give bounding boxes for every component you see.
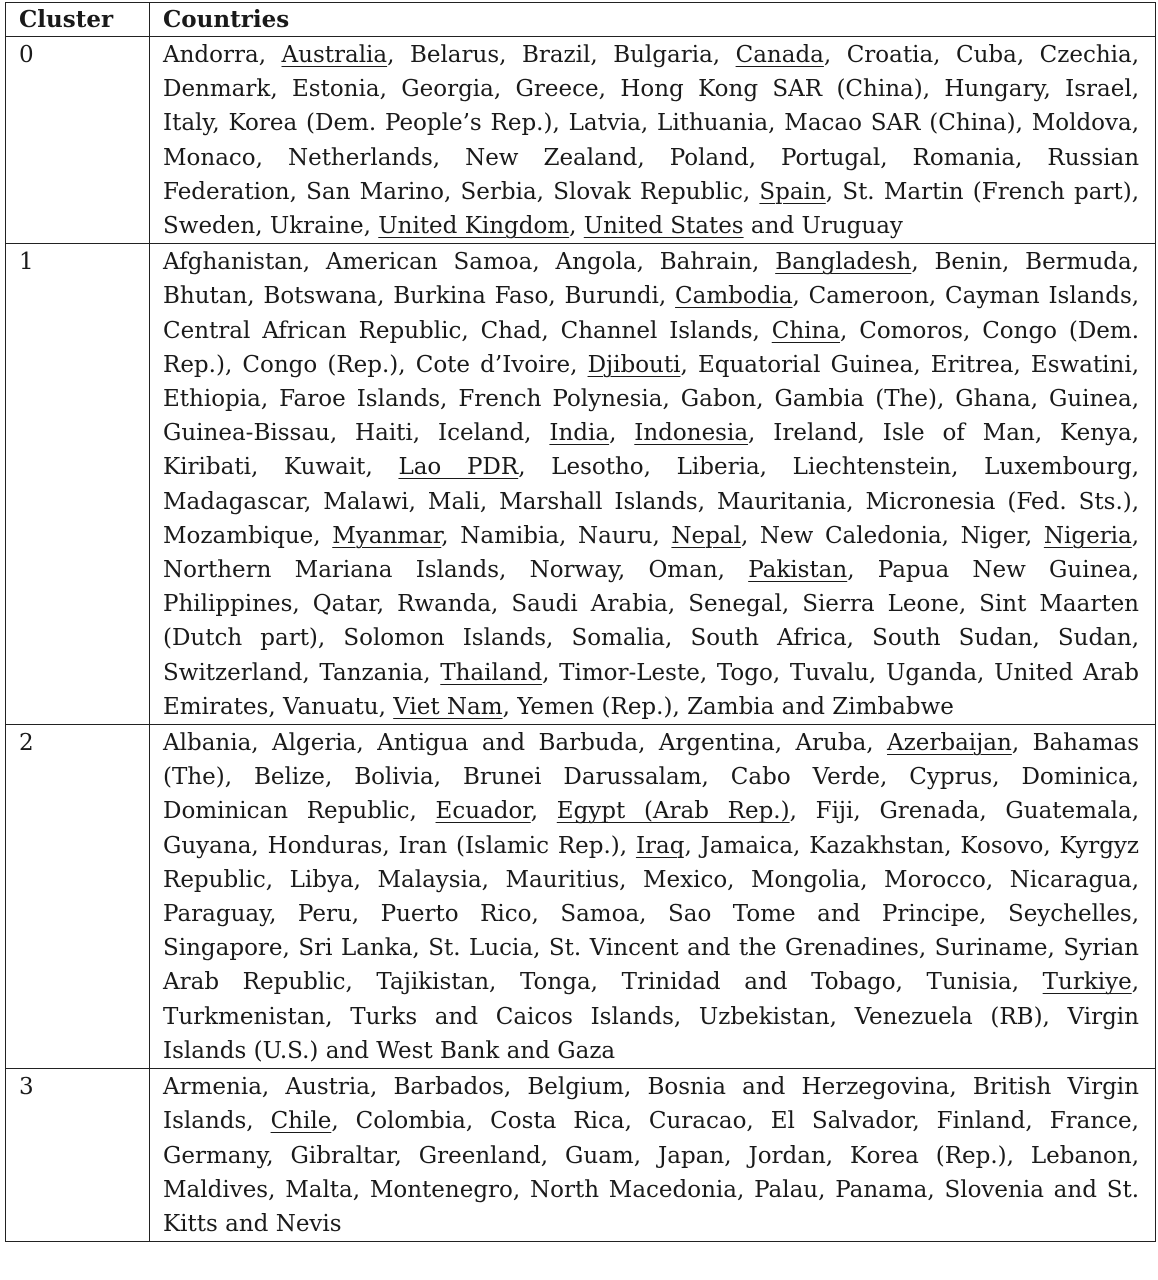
country-name: Albania (163, 730, 252, 757)
table-row (6, 725, 1156, 1069)
country-name: North Macedonia (529, 1176, 737, 1203)
country-name: Turkmenistan (163, 1003, 326, 1030)
country-name: Papua New Guinea (877, 557, 1132, 584)
country-name: Samoa (560, 901, 640, 928)
country-name: Nauru (577, 522, 653, 549)
country-name: Turks and Caicos Islands (350, 1003, 674, 1030)
country-name: United Kingdom (378, 213, 570, 240)
country-name: Somalia (571, 625, 666, 652)
country-name: Rwanda (397, 591, 492, 618)
country-name: Qatar (312, 591, 377, 618)
country-name: Botswana (263, 283, 378, 310)
country-name: Haiti (355, 420, 413, 447)
country-name: Uruguay (801, 213, 903, 240)
country-name: Faroe Islands (279, 386, 441, 413)
country-name: Hong Kong SAR (China) (620, 76, 923, 103)
country-name: Macao SAR (China) (784, 110, 1016, 137)
country-name: Morocco (884, 866, 986, 893)
country-name: Norway (529, 557, 618, 584)
table-body (6, 37, 1156, 1242)
country-name: Bangladesh (775, 249, 912, 276)
country-name: Indonesia (634, 420, 749, 447)
country-name: Brazil (521, 42, 591, 68)
country-name: Gibraltar (290, 1142, 395, 1169)
country-name: Guinea-Bissau (163, 420, 330, 447)
country-name: Nigeria (1043, 522, 1132, 549)
country-name: Greenland (418, 1142, 541, 1169)
country-name: Bhutan (163, 283, 248, 310)
country-name: Curacao (648, 1108, 747, 1135)
country-name: British Virgin Islands (163, 1074, 1139, 1135)
country-name: Solomon Islands (343, 625, 547, 652)
country-name: Bulgaria (613, 42, 713, 68)
country-name: San Marino (306, 178, 444, 205)
country-name: Netherlands (287, 144, 433, 171)
country-name: Chile (270, 1108, 332, 1135)
country-name: Iran (Islamic Rep.) (398, 832, 620, 859)
country-name: Canada (735, 42, 824, 68)
country-name: Guinea (1049, 386, 1132, 413)
country-name: Suriname (934, 935, 1048, 962)
country-name: Tanzania (319, 659, 424, 686)
country-name: Mexico (642, 866, 728, 893)
country-name: Liechtenstein (792, 454, 952, 481)
country-name: Ethiopia (163, 386, 261, 413)
country-name: India (549, 420, 610, 447)
country-name: Tuvalu (789, 659, 869, 686)
country-name: Croatia (846, 42, 934, 68)
country-name: Maldives (163, 1176, 269, 1203)
country-name: Panama (835, 1176, 928, 1203)
country-name: Northern Mariana Islands (163, 557, 500, 584)
country-name: Benin (934, 249, 1003, 276)
country-name: Malaysia (377, 866, 482, 893)
country-name: Togo (716, 659, 773, 686)
country-name: French Polynesia (458, 386, 663, 413)
country-name: Andorra (163, 42, 259, 68)
country-name: Madagascar (163, 488, 304, 515)
country-name: Congo (Dem. Rep.) (163, 317, 1140, 378)
country-name: Cambodia (675, 283, 793, 310)
country-name: South Africa (690, 625, 847, 652)
cluster-id: 3 (6, 1069, 150, 1242)
country-name: New Caledonia (759, 522, 942, 549)
country-name: Nicaragua (1009, 866, 1132, 893)
country-name: Armenia (163, 1074, 262, 1101)
country-name: Viet Nam (393, 693, 503, 720)
country-name: Yemen (Rep.) (517, 693, 673, 720)
country-name: Bosnia and Herzegovina (647, 1074, 950, 1101)
country-name: Algeria (272, 730, 357, 757)
country-name: Egypt (Arab Rep.) (556, 798, 790, 825)
country-name: Greece (515, 76, 599, 103)
country-name: Malta (285, 1176, 353, 1203)
country-name: Romania (912, 144, 1016, 171)
country-name: Virgin Islands (U.S.) (163, 1003, 1139, 1064)
country-name: Uganda (885, 659, 978, 686)
country-name: Syrian Arab Republic (163, 935, 1139, 996)
country-name: France (1049, 1108, 1132, 1135)
country-name: Monaco (163, 144, 256, 171)
country-name: Cote d’Ivoire (415, 351, 571, 378)
country-name: St. Kitts and Nevis (163, 1176, 1140, 1237)
country-name: Libya (289, 866, 354, 893)
country-name: Serbia (460, 178, 537, 205)
country-name: Bahamas (The) (163, 730, 1140, 791)
country-name: Marshall Islands (499, 488, 698, 515)
country-name: Kiribati (163, 454, 251, 481)
country-name: Grenada (879, 798, 980, 825)
country-name: Peru (297, 901, 352, 928)
country-name: Jamaica (700, 832, 794, 859)
country-name: Eswatini (1030, 351, 1132, 378)
country-name: Finland (936, 1108, 1026, 1135)
country-list: Armenia, Austria, Barbados, Belgium, Bosnia and Herzegovina, British Virgin Islands, Chile, Colombia, Costa Rica, Curacao, El Salvador, Finland, France, Germany, Gibraltar, Greenland, Guam, Japan, Jordan, Korea (Rep.), Lebanon, Maldives, Malta, Montenegro, North Macedonia, Palau, Panama, Slovenia and St. Kitts and Nevis (150, 1069, 1156, 1242)
country-name: Palau (754, 1176, 819, 1203)
country-name: Jordan (748, 1142, 826, 1169)
country-name: Kyrgyz Republic (163, 832, 1140, 893)
country-name: Belgium (527, 1074, 624, 1101)
country-name: El Salvador (770, 1108, 913, 1135)
country-name: South Sudan (872, 625, 1033, 652)
country-name: Ghana (955, 386, 1031, 413)
country-name: Senegal (688, 591, 782, 618)
country-name: Bahrain (659, 249, 753, 276)
country-name: Mali (427, 488, 480, 515)
country-name: Kuwait (283, 454, 366, 481)
country-name: Tunisia (926, 969, 1012, 996)
country-name: Korea (Dem. People’s Rep.) (228, 110, 553, 137)
country-name: Liberia (676, 454, 760, 481)
country-name: Cabo Verde (730, 764, 881, 791)
country-name: Comoros (859, 317, 963, 344)
country-name: Sierra Leone (802, 591, 959, 618)
country-list: Albania, Algeria, Antigua and Barbuda, Argentina, Aruba, Azerbaijan, Bahamas (The), Belize, Bolivia, Brunei Darussalam, Cabo Verde, Cyprus, Dominica, Dominican Republic, Ecuador, Egypt (Arab Rep.), Fiji, Grenada, Guatemala, Guyana, Honduras, Iran (Islamic Rep.), Iraq, Jamaica, Kazakhstan, Kosovo, Kyrgyz Republic, Libya, Malaysia, Mauritius, Mexico, Mongolia, Morocco, Nicaragua, Paraguay, Peru, Puerto Rico, Samoa, Sao Tome and Principe, Seychelles, Singapore, Sri Lanka, St. Lucia, St. Vincent and the Grenadines, Suriname, Syrian Arab Republic, Tajikistan, Tonga, Trinidad and Tobago, Tunisia, Turkiye, Turkmenistan, Turks and Caicos Islands, Uzbekistan, Venezuela (RB), Virgin Islands (U.S.) and West Bank and Gaza (150, 725, 1156, 1069)
country-name: Zimbabwe (832, 693, 954, 720)
country-name: Kazakhstan (809, 832, 945, 859)
country-name: Mauritania (716, 488, 847, 515)
country-name: Estonia (292, 76, 380, 103)
country-name: Channel Islands (560, 317, 753, 344)
country-name: Burundi (564, 283, 659, 310)
country-name: Micronesia (Fed. Sts.) (865, 488, 1132, 515)
country-name: Uzbekistan (698, 1003, 830, 1030)
country-name: Namibia (460, 522, 560, 549)
country-name: Slovenia (944, 1176, 1044, 1203)
country-name: Nepal (671, 522, 741, 549)
country-name: Turkiye (1042, 969, 1132, 996)
table-header (6, 3, 1156, 37)
country-name: Mongolia (750, 866, 861, 893)
cluster-id: 2 (6, 725, 150, 1069)
country-name: Djibouti (587, 351, 681, 378)
country-name: Sri Lanka (298, 935, 413, 962)
country-name: Ukraine (269, 213, 364, 240)
header-cluster: Cluster (6, 3, 150, 37)
country-name: Trinidad and Tobago (621, 969, 896, 996)
country-name: China (771, 317, 841, 344)
country-name: Paraguay (163, 901, 270, 928)
country-name: Ecuador (435, 798, 531, 825)
country-name: Georgia (401, 76, 494, 103)
country-name: Iraq (635, 832, 685, 859)
country-name: Belize (253, 764, 325, 791)
country-name: Dominican Republic (163, 798, 410, 825)
cluster-countries-table (5, 2, 1156, 1242)
country-name: St. Vincent and the Grenadines (548, 935, 919, 962)
country-name: Tajikistan (376, 969, 490, 996)
country-name: Seychelles (1007, 901, 1132, 928)
cluster-id: 0 (6, 37, 150, 244)
country-name: Burkina Faso (393, 283, 549, 310)
country-name: Kosovo (960, 832, 1044, 859)
country-name: Poland (669, 144, 749, 171)
country-name: Bermuda (1025, 249, 1132, 276)
country-name: Barbados (393, 1074, 504, 1101)
country-name: Austria (285, 1074, 370, 1101)
header-countries: Countries (150, 3, 1156, 37)
country-name: Cyprus (909, 764, 993, 791)
country-name: Latvia (568, 110, 641, 137)
country-name: Sao Tome and Principe (667, 901, 980, 928)
country-name: American Samoa (325, 249, 533, 276)
country-name: Slovak Republic (553, 178, 743, 205)
country-name: Philippines (163, 591, 293, 618)
country-name: Chad (480, 317, 542, 344)
country-name: Azerbaijan (887, 730, 1012, 757)
country-name: Myanmar (332, 522, 442, 549)
country-name: Angola (555, 249, 637, 276)
country-name: Spain (759, 178, 826, 205)
country-name: Costa Rica (490, 1108, 625, 1135)
country-name: Thailand (440, 659, 543, 686)
country-name: Singapore (163, 935, 283, 962)
country-name: Malawi (323, 488, 409, 515)
country-name: Mauritius (505, 866, 620, 893)
country-name: Pakistan (748, 557, 848, 584)
country-name: Puerto Rico (380, 901, 532, 928)
country-name: Guyana (163, 832, 252, 859)
country-name: Lithuania (657, 110, 769, 137)
country-name: New Zealand (465, 144, 638, 171)
country-list: Andorra, Australia, Belarus, Brazil, Bulgaria, Canada, Croatia, Cuba, Czechia, Denmark, Estonia, Georgia, Greece, Hong Kong SAR (China), Hungary, Israel, Italy, Korea (Dem. People’s Rep.), Latvia, Lithuania, Macao SAR (China), Moldova, Monaco, Netherlands, New Zealand, Poland, Portugal, Romania, Russian Federation, San Marino, Serbia, Slovak Republic, Spain, St. Martin (French part), Sweden, Ukraine, United Kingdom, United States and Uruguay (150, 37, 1156, 244)
country-name: Hungary (944, 76, 1044, 103)
table-row (6, 1069, 1156, 1242)
country-name: Japan (658, 1142, 725, 1169)
country-name: Cuba (955, 42, 1017, 68)
country-name: Colombia (355, 1108, 466, 1135)
country-name: Isle of Man (882, 420, 1035, 447)
table-row (6, 244, 1156, 725)
country-name: Lao PDR (398, 454, 519, 481)
country-name: Oman (648, 557, 718, 584)
country-name: Montenegro (369, 1176, 513, 1203)
country-name: Australia (281, 42, 388, 68)
country-name: Kenya (1060, 420, 1132, 447)
country-name: Aruba (795, 730, 867, 757)
country-name: Cayman Islands (945, 283, 1132, 310)
country-name: Niger (960, 522, 1025, 549)
country-name: Sweden (163, 213, 256, 240)
country-name: Afghanistan (163, 249, 303, 276)
country-name: Venezuela (RB) (854, 1003, 1043, 1030)
country-name: Gambia (The) (774, 386, 937, 413)
country-name: Iceland (437, 420, 525, 447)
country-name: Vanuatu (282, 693, 379, 720)
country-name: Germany (163, 1142, 267, 1169)
country-name: Korea (Rep.) (850, 1142, 1007, 1169)
country-name: Fiji (815, 798, 854, 825)
country-name: Denmark (163, 76, 271, 103)
country-name: Eritrea (930, 351, 1014, 378)
country-name: Israel (1065, 76, 1132, 103)
country-name: Sudan (1057, 625, 1132, 652)
country-name: Belarus (409, 42, 500, 68)
country-name: Gabon (680, 386, 757, 413)
country-name: Antigua and Barbuda (377, 730, 639, 757)
country-name: Brunei Darussalam (462, 764, 702, 791)
country-name: Saudi Arabia (511, 591, 668, 618)
cluster-id: 1 (6, 244, 150, 725)
country-name: Guatemala (1005, 798, 1132, 825)
country-name: Zambia (687, 693, 775, 720)
country-name: Central African Republic (163, 317, 462, 344)
country-name: West Bank and Gaza (376, 1037, 616, 1064)
country-name: Lebanon (1030, 1142, 1132, 1169)
country-name: Timor-Leste (559, 659, 700, 686)
country-name: St. Martin (French part) (842, 178, 1132, 205)
header-row (6, 3, 1156, 37)
country-list: Afghanistan, American Samoa, Angola, Bahrain, Bangladesh, Benin, Bermuda, Bhutan, Botswana, Burkina Faso, Burundi, Cambodia, Cameroon, Cayman Islands, Central African Republic, Chad, Channel Islands, China, Comoros, Congo (Dem. Rep.), Congo (Rep.), Cote d’Ivoire, Djibouti, Equatorial Guinea, Eritrea, Eswatini, Ethiopia, Faroe Islands, French Polynesia, Gabon, Gambia (The), Ghana, Guinea, Guinea-Bissau, Haiti, Iceland, India, Indonesia, Ireland, Isle of Man, Kenya, Kiribati, Kuwait, Lao PDR, Lesotho, Liberia, Liechtenstein, Luxembourg, Madagascar, Malawi, Mali, Marshall Islands, Mauritania, Micronesia (Fed. Sts.), Mozambique, Myanmar, Namibia, Nauru, Nepal, New Caledonia, Niger, Nigeria, Northern Mariana Islands, Norway, Oman, Pakistan, Papua New Guinea, Philippines, Qatar, Rwanda, Saudi Arabia, Senegal, Sierra Leone, Sint Maarten (Dutch part), Solomon Islands, Somalia, South Africa, South Sudan, Sudan, Switzerland, Tanzania, Thailand, Timor-Leste, Togo, Tuvalu, Uganda, United Arab Emirates, Vanuatu, Viet Nam, Yemen (Rep.), Zambia and Zimbabwe (150, 244, 1156, 725)
country-name: Bolivia (354, 764, 434, 791)
country-name: Mozambique (163, 522, 314, 549)
country-name: Lesotho (551, 454, 644, 481)
country-name: Czechia (1039, 42, 1132, 68)
country-name: Guam (565, 1142, 634, 1169)
country-name: United States (583, 213, 744, 240)
country-name: Tonga (520, 969, 591, 996)
country-name: Luxembourg (984, 454, 1132, 481)
country-name: Equatorial Guinea (697, 351, 914, 378)
country-name: Sint Maarten (Dutch part) (163, 591, 1139, 652)
country-name: Italy (163, 110, 213, 137)
country-name: Dominica (1021, 764, 1132, 791)
country-name: Portugal (780, 144, 881, 171)
country-name: United Arab Emirates (163, 659, 1139, 720)
table-row (6, 37, 1156, 244)
country-name: Switzerland (163, 659, 303, 686)
country-name: Russian Federation (163, 144, 1140, 205)
country-name: Moldova (1031, 110, 1132, 137)
country-name: Congo (Rep.) (242, 351, 399, 378)
country-name: Ireland (773, 420, 858, 447)
country-name: Argentina (658, 730, 775, 757)
country-name: Cameroon (808, 283, 929, 310)
country-name: Honduras (267, 832, 383, 859)
country-name: St. Lucia (428, 935, 534, 962)
